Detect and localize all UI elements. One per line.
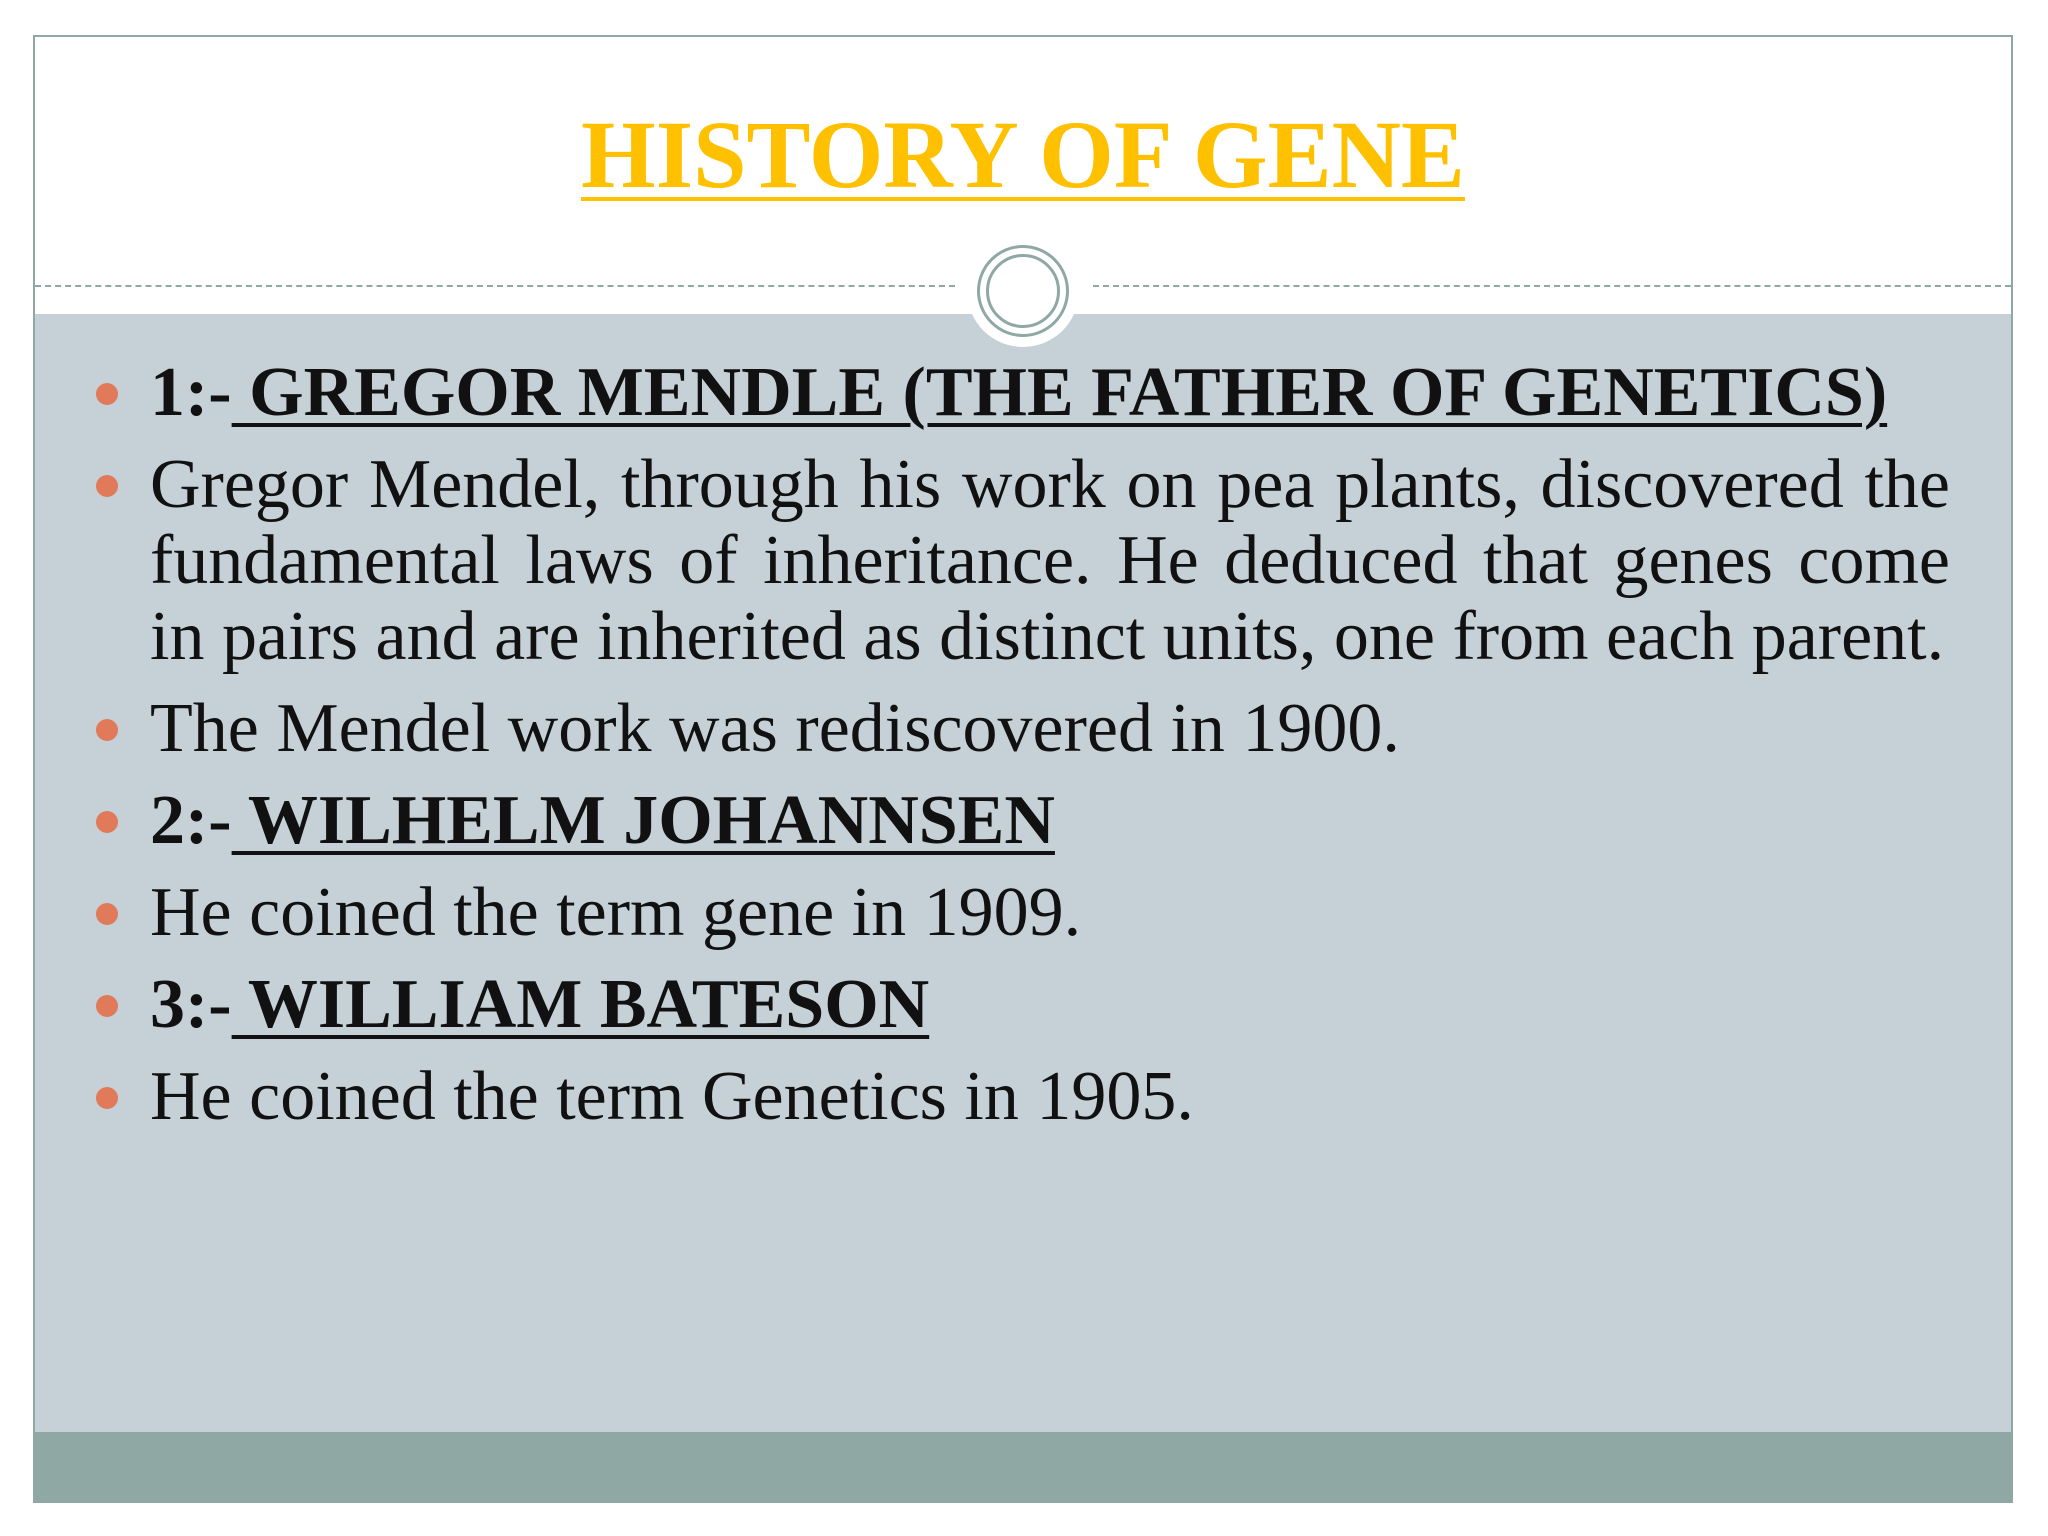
bullet-body: Gregor Mendel, through his work on pea plants, discovered the fundamental laws of inheritance. He deduced that genes come in pairs and are inherited as distinct units, one from each parent. — [150, 446, 1950, 675]
heading-number: 1:- — [150, 354, 232, 431]
footer-bar — [35, 1432, 2011, 1503]
bullet-body: He coined the term gene in 1909. — [150, 874, 1082, 951]
heading-number: 3:- — [150, 966, 232, 1043]
circle-ornament-inner — [986, 254, 1060, 328]
bullet-text — [150, 447, 1950, 675]
slide-title: HISTORY OF GENE — [581, 101, 1465, 208]
bullet-dot-icon — [96, 811, 118, 833]
bullet-list — [150, 355, 1950, 1151]
bullet-heading-johannsen — [150, 783, 1950, 859]
bullet-body: He coined the term Genetics in 1905. — [150, 1058, 1194, 1135]
bullet-dot-icon — [96, 719, 118, 741]
bullet-text — [150, 875, 1950, 951]
bullet-heading-mendel — [150, 355, 1950, 431]
circle-ornament-icon — [977, 245, 1069, 337]
heading-text: WILHELM JOHANNSEN — [231, 782, 1055, 859]
bullet-dot-icon — [96, 383, 118, 405]
bullet-dot-icon — [96, 1087, 118, 1109]
bullet-dot-icon — [96, 995, 118, 1017]
bullet-dot-icon — [96, 475, 118, 497]
bullet-text — [150, 691, 1950, 767]
title-divider-right — [1093, 285, 2011, 287]
slide — [33, 35, 2013, 1503]
title-divider-left — [35, 285, 955, 287]
bullet-dot-icon — [96, 903, 118, 925]
bullet-heading-bateson — [150, 967, 1950, 1043]
heading-text: WILLIAM BATESON — [231, 966, 930, 1043]
heading-text: GREGOR MENDLE (THE FATHER OF GENETICS) — [231, 354, 1888, 431]
bullet-text — [150, 1059, 1950, 1135]
bullet-body: The Mendel work was rediscovered in 1900. — [150, 690, 1400, 767]
heading-number: 2:- — [150, 782, 232, 859]
